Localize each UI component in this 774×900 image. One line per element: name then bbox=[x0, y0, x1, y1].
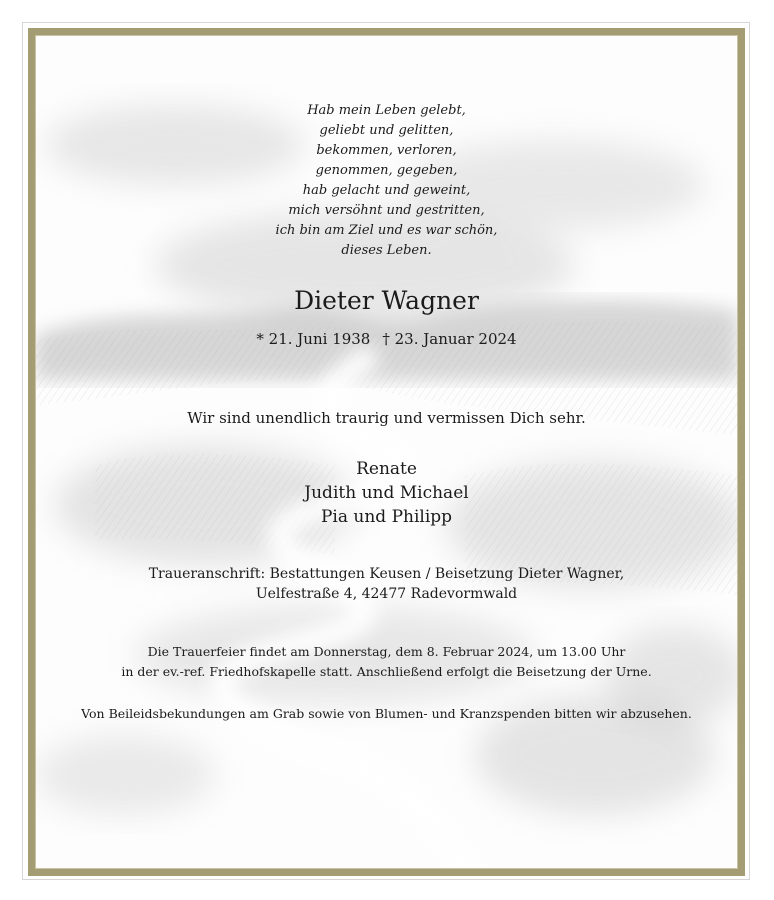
notice-content bbox=[35, 35, 738, 869]
ceremony-line: in der ev.-ref. Friedhofskapelle statt. Anschließend erfolgt die Beisetzung der Urne. bbox=[121, 664, 652, 679]
address-line: Traueranschrift: Bestattungen Keusen / Beisetzung Dieter Wagner, bbox=[148, 566, 625, 582]
mourning-address bbox=[35, 564, 738, 604]
condolence-text: Wir sind unendlich traurig und vermissen Dich sehr. bbox=[187, 409, 586, 427]
donation-note: Von Beileidsbekundungen am Grab sowie von Blumen- und Kranzspenden bitten wir abzusehen. bbox=[81, 706, 692, 721]
poem-line: geliebt und gelitten, bbox=[319, 123, 454, 138]
death-date: † 23. Januar 2024 bbox=[382, 330, 517, 348]
poem-line: ich bin am Ziel und es war schön, bbox=[275, 223, 498, 238]
deceased-name: Dieter Wagner bbox=[294, 286, 479, 315]
poem-line: genommen, gegeben, bbox=[315, 163, 458, 178]
life-dates bbox=[35, 329, 738, 349]
poem-line: mich versöhnt und gestritten, bbox=[288, 203, 485, 218]
mourner-name: Judith und Michael bbox=[304, 483, 469, 503]
poem bbox=[35, 101, 738, 261]
ceremony-line: Die Trauerfeier findet am Donnerstag, dem 8. Februar 2024, um 13.00 Uhr bbox=[147, 644, 626, 659]
poem-line: dieses Leben. bbox=[341, 243, 432, 258]
birth-date: * 21. Juni 1938 bbox=[256, 330, 371, 348]
poem-line: hab gelacht und geweint, bbox=[302, 183, 471, 198]
poem-line: bekommen, verloren, bbox=[316, 143, 457, 158]
mourners-list bbox=[35, 457, 738, 529]
mourner-name: Pia und Philipp bbox=[320, 507, 453, 527]
address-line: Uelfestraße 4, 42477 Radevormwald bbox=[255, 586, 518, 602]
ceremony-info bbox=[35, 642, 738, 682]
notice-frame bbox=[28, 28, 745, 876]
mourner-name: Renate bbox=[356, 459, 417, 479]
poem-line: Hab mein Leben gelebt, bbox=[307, 103, 466, 118]
